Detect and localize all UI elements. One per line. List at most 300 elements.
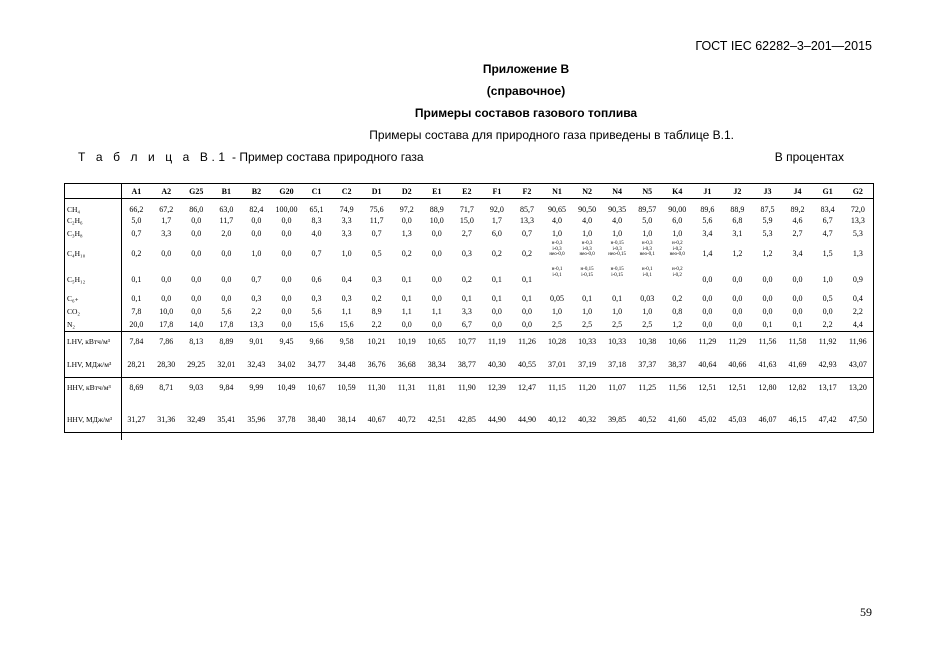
table-cell: 11,30 <box>362 377 392 398</box>
column-header: J2 <box>722 184 752 199</box>
isomer-breakdown-cell <box>632 266 662 292</box>
appendix-heading: Примеры составов газового топлива <box>414 106 638 120</box>
table-cell: 37,78 <box>277 414 296 424</box>
table-cell: 7,86 <box>151 331 181 352</box>
table-cell: 83,4 <box>820 205 835 214</box>
table-cell: 32,43 <box>247 359 266 369</box>
table-cell: 88,9 <box>730 205 745 214</box>
table-cell: 5,9 <box>762 216 773 225</box>
table-cell: 0,0 <box>732 294 743 303</box>
table-cell: 38,40 <box>307 414 326 424</box>
table-cell: 0,0 <box>161 274 172 284</box>
table-cell: 1,3 <box>852 248 863 258</box>
table-cell: 34,48 <box>337 359 356 369</box>
table-cell: 14,0 <box>189 319 204 329</box>
table-cell: 11,7 <box>219 216 234 225</box>
table-cell: 47,50 <box>848 414 867 424</box>
table-cell: 3,4 <box>792 248 803 258</box>
table-cell: 1,0 <box>612 229 623 238</box>
table-cell: 0,05 <box>550 294 565 303</box>
row-label: C₆₊ <box>65 292 121 305</box>
composition-table <box>65 184 873 440</box>
table-cell: 89,2 <box>790 205 805 214</box>
table-cell: 0,0 <box>191 248 202 258</box>
row-label: C₄H₁₀ <box>65 240 121 266</box>
table-cell: 4,6 <box>792 216 803 225</box>
table-cell: 4,0 <box>311 229 322 238</box>
table-cell: 0,1 <box>521 294 532 303</box>
table-cell: 32,49 <box>187 414 206 424</box>
column-header: J3 <box>752 184 782 199</box>
isomer-breakdown-cell <box>632 240 662 266</box>
table-cell: 12,39 <box>482 377 512 398</box>
table-row <box>65 305 873 318</box>
table-cell: 0,2 <box>672 294 683 303</box>
table-cell: 1,1 <box>401 307 412 316</box>
table-cell: 11,7 <box>369 216 384 225</box>
table-cell: 1,7 <box>161 216 172 225</box>
table-cell: 4,7 <box>822 229 833 238</box>
isomer-value: н-0,3 <box>581 241 593 246</box>
table-cell: 100,00 <box>275 205 298 214</box>
table-cell: 9,84 <box>211 377 241 398</box>
table-cell: 0,0 <box>191 274 202 284</box>
table-cell: 0,2 <box>131 248 142 258</box>
table-cell: 29,25 <box>187 359 206 369</box>
isomer-value: нео-0,0 <box>669 252 685 257</box>
isomer-value: i-0,2 <box>672 272 682 278</box>
table-cell: 12,51 <box>722 377 752 398</box>
table-cell: 1,4 <box>702 248 713 258</box>
table-row <box>65 240 873 266</box>
isomer-value: i-0,1 <box>642 272 652 278</box>
table-cell: 0,0 <box>702 274 713 284</box>
table-cell: 0,0 <box>281 319 292 329</box>
table-cell: 0,0 <box>191 216 202 225</box>
table-cell: 3,4 <box>702 229 713 238</box>
table-cell: 17,8 <box>159 319 174 329</box>
table-cell: 47,42 <box>818 414 837 424</box>
table-cell: 0,0 <box>431 229 442 238</box>
table-cell: 85,7 <box>519 205 534 214</box>
row-label: HHV, кВтч/м³ <box>65 377 121 398</box>
table-cell: 11,90 <box>452 377 482 398</box>
table-cell: 1,0 <box>552 229 563 238</box>
table-cell: 89,6 <box>700 205 715 214</box>
table-cell: 8,13 <box>181 331 211 352</box>
row-label: C₂H₆ <box>65 214 121 227</box>
table-cell: 10,67 <box>302 377 332 398</box>
table-cell: 40,72 <box>397 414 416 424</box>
row-label: N₂ <box>65 318 121 331</box>
table-cell: 35,96 <box>247 414 266 424</box>
isomer-value: н-0,3 <box>551 241 563 246</box>
table-cell: 1,0 <box>672 229 683 238</box>
table-cell: 0,0 <box>702 307 713 316</box>
row-label: LHV, МДж/м³ <box>65 352 121 377</box>
table-cell: 3,3 <box>461 307 472 316</box>
table-cell: 5,0 <box>642 216 653 225</box>
table-cell: 38,77 <box>457 359 476 369</box>
table-cell: 10,19 <box>392 331 422 352</box>
table-caption-text: - Пример состава природного газа <box>228 150 424 164</box>
table-row <box>65 292 873 305</box>
table-cell: 8,69 <box>121 377 151 398</box>
table-cell: 13,3 <box>850 216 865 225</box>
column-header: A1 <box>121 184 151 199</box>
table-cell: 10,21 <box>362 331 392 352</box>
isomer-breakdown-cell <box>572 240 602 266</box>
table-cell: 0,3 <box>341 294 352 303</box>
energy-row <box>65 377 873 398</box>
table-cell: 10,28 <box>542 331 572 352</box>
row-label: CO₂ <box>65 305 121 318</box>
isomer-value: н-0,15 <box>610 241 624 246</box>
table-cell: 4,0 <box>552 216 563 225</box>
table-cell: 0,0 <box>792 274 803 284</box>
table-cell: 11,56 <box>752 331 782 352</box>
table-cell: 0,4 <box>341 274 352 284</box>
table-cell: 2,0 <box>221 229 232 238</box>
column-header: N1 <box>542 184 572 199</box>
table-cell: 82,4 <box>249 205 264 214</box>
isomer-breakdown-cell <box>602 240 632 266</box>
table-cell: 15,6 <box>339 319 354 329</box>
table-cell: 31,27 <box>127 414 146 424</box>
table-cell: 0,0 <box>762 274 773 284</box>
energy-row <box>65 331 873 352</box>
isomer-breakdown-cell <box>572 266 602 292</box>
table-cell: 0,0 <box>431 274 442 284</box>
column-header: G2 <box>843 184 873 199</box>
table-cell: 6,0 <box>491 229 502 238</box>
table-cell: 4,0 <box>582 216 593 225</box>
table-cell: 0,0 <box>822 307 833 316</box>
table-cell: 3,3 <box>161 229 172 238</box>
table-cell: 0,0 <box>732 319 743 329</box>
table-cell: 0,0 <box>191 294 202 303</box>
table-cell: 8,89 <box>211 331 241 352</box>
table-cell: 0,5 <box>371 248 382 258</box>
column-header: J1 <box>692 184 722 199</box>
table-cell: 9,58 <box>332 331 362 352</box>
table-cell: 34,77 <box>307 359 326 369</box>
column-header: C1 <box>302 184 332 199</box>
table-cell: 1,0 <box>251 248 262 258</box>
table-cell: 10,65 <box>422 331 452 352</box>
table-cell: 0,3 <box>251 294 262 303</box>
table-cell: 67,2 <box>159 205 174 214</box>
table-cell: 0,7 <box>371 229 382 238</box>
column-header: G1 <box>813 184 843 199</box>
table-cell: 0,0 <box>281 294 292 303</box>
table-cell: 7,84 <box>121 331 151 352</box>
table-cell: 0,0 <box>762 294 773 303</box>
table-cell: 38,37 <box>668 359 687 369</box>
table-cell: 41,69 <box>788 359 807 369</box>
table-cell: 1,0 <box>552 307 563 316</box>
table-cell: 0,0 <box>521 307 532 316</box>
table-cell: 9,99 <box>241 377 271 398</box>
isomer-value: нео-0,15 <box>608 252 627 257</box>
table-cell: 10,0 <box>159 307 174 316</box>
table-cell: 0,0 <box>251 216 262 225</box>
table-cell: 0,2 <box>401 248 412 258</box>
table-cell: 0,7 <box>311 248 322 258</box>
isomer-value: i-0,15 <box>611 272 624 278</box>
table-cell: 4,4 <box>852 319 863 329</box>
row-label: HHV, МДж/м³ <box>65 398 121 440</box>
table-cell: 0,1 <box>401 294 412 303</box>
table-cell: 36,68 <box>397 359 416 369</box>
table-cell: 34,02 <box>277 359 296 369</box>
table-cell: 0,0 <box>732 274 743 284</box>
table-cell: 0,0 <box>431 248 442 258</box>
row-label: C₅H₁₂ <box>65 266 121 292</box>
table-cell: 0,1 <box>491 294 502 303</box>
table-cell: 0,0 <box>251 229 262 238</box>
table-cell: 0,0 <box>221 294 232 303</box>
table-cell: 1,7 <box>491 216 502 225</box>
table-cell: 97,2 <box>399 205 414 214</box>
table-cell: 9,01 <box>241 331 271 352</box>
column-header: J4 <box>783 184 813 199</box>
table-cell: 0,3 <box>311 294 322 303</box>
table-cell: 66,2 <box>129 205 144 214</box>
table-cell: 0,7 <box>131 229 142 238</box>
isomer-breakdown-cell <box>662 240 692 266</box>
table-row <box>65 318 873 331</box>
table-cell: 72,0 <box>850 205 865 214</box>
table-cell: 11,92 <box>813 331 843 352</box>
column-header: F1 <box>482 184 512 199</box>
table-cell: 40,55 <box>517 359 536 369</box>
isomer-value: i-0,15 <box>581 272 593 278</box>
column-header: A2 <box>151 184 181 199</box>
energy-row <box>65 398 873 440</box>
table-cell: 20,0 <box>129 319 144 329</box>
table-cell: 0,0 <box>702 294 713 303</box>
table-cell: 0,0 <box>431 319 442 329</box>
table-cell: 9,03 <box>181 377 211 398</box>
table-cell: 10,59 <box>332 377 362 398</box>
table-cell: 13,3 <box>519 216 534 225</box>
column-header: D1 <box>362 184 392 199</box>
table-cell: 13,17 <box>813 377 843 398</box>
isomer-value: нео-0,1 <box>639 252 655 257</box>
isomer-value: i-0,3 <box>642 246 652 252</box>
table-cell: 0,3 <box>371 274 382 284</box>
table-cell: 2,5 <box>642 319 653 329</box>
table-cell: 0,0 <box>491 307 502 316</box>
table-cell: 40,66 <box>728 359 747 369</box>
column-header: C2 <box>332 184 362 199</box>
table-cell: 11,15 <box>542 377 572 398</box>
column-header: N4 <box>602 184 632 199</box>
table-cell: 0,0 <box>521 319 532 329</box>
table-cell: 40,12 <box>548 414 567 424</box>
table-cell: 11,31 <box>392 377 422 398</box>
table-cell: 12,80 <box>752 377 782 398</box>
table-cell: 42,51 <box>427 414 446 424</box>
table-cell: 1,0 <box>582 229 593 238</box>
table-cell: 0,7 <box>521 229 532 238</box>
table-cell: 1,2 <box>672 319 683 329</box>
table-cell: 0,0 <box>191 307 202 316</box>
table-cell: 6,8 <box>732 216 743 225</box>
table-cell: 10,49 <box>271 377 301 398</box>
table-cell: 1,5 <box>822 248 833 258</box>
table-cell: 0,1 <box>792 319 803 329</box>
isomer-breakdown-cell <box>662 266 692 292</box>
table-cell: 13,20 <box>843 377 873 398</box>
table-cell: 46,07 <box>758 414 777 424</box>
appendix-subtitle: (справочное) <box>486 84 566 98</box>
table-cell: 42,85 <box>457 414 476 424</box>
table-cell: 11,81 <box>422 377 452 398</box>
table-cell: 7,8 <box>131 307 142 316</box>
table-cell: 11,58 <box>783 331 813 352</box>
table-caption <box>78 150 424 164</box>
table-cell: 8,9 <box>371 307 382 316</box>
table-cell: 41,63 <box>758 359 777 369</box>
table-cell: 0,1 <box>762 319 773 329</box>
table-cell: 28,21 <box>127 359 146 369</box>
table-cell: 37,18 <box>608 359 627 369</box>
table-cell: 0,0 <box>281 216 292 225</box>
table-cell: 0,0 <box>401 319 412 329</box>
table-cell: 1,0 <box>642 307 653 316</box>
column-header: G25 <box>181 184 211 199</box>
table-cell: 40,30 <box>487 359 506 369</box>
table-cell: 11,29 <box>692 331 722 352</box>
table-cell: 1,1 <box>341 307 352 316</box>
table-cell: 10,0 <box>429 216 444 225</box>
isomer-breakdown-cell <box>542 266 572 292</box>
table-cell: 42,93 <box>818 359 837 369</box>
table-cell: 40,67 <box>367 414 386 424</box>
table-cell: 0,9 <box>852 274 863 284</box>
table-cell: 5,0 <box>131 216 142 225</box>
isomer-value: i-0,1 <box>552 272 562 278</box>
table-cell: 89,57 <box>638 205 657 214</box>
table-cell: 75,6 <box>369 205 384 214</box>
table-cell: 65,1 <box>309 205 324 214</box>
table-cell: 0,0 <box>792 307 803 316</box>
isomer-value: i-0,2 <box>672 246 682 252</box>
table-cell: 46,15 <box>788 414 807 424</box>
table-cell: 1,0 <box>642 229 653 238</box>
appendix-title: Приложение В <box>482 62 570 76</box>
table-cell: 40,52 <box>638 414 657 424</box>
table-cell: 31,36 <box>157 414 176 424</box>
table-cell: 0,8 <box>672 307 683 316</box>
table-cell: 35,41 <box>217 414 236 424</box>
table-cell: 9,45 <box>271 331 301 352</box>
column-header: E2 <box>452 184 482 199</box>
isomer-value: i-0,3 <box>552 246 562 252</box>
table-cell: 0,1 <box>521 274 532 284</box>
isomer-value: н-0,2 <box>671 241 683 246</box>
table-cell: 37,19 <box>578 359 597 369</box>
column-header: D2 <box>392 184 422 199</box>
table-cell: 44,90 <box>517 414 536 424</box>
table-cell: 11,20 <box>572 377 602 398</box>
table-cell: 0,0 <box>762 307 773 316</box>
table-cell: 12,82 <box>783 377 813 398</box>
table-cell: 9,66 <box>302 331 332 352</box>
table-cell: 0,7 <box>251 274 262 284</box>
table-cell: 0,6 <box>311 274 322 284</box>
table-cell: 11,19 <box>482 331 512 352</box>
table-cell: 74,9 <box>339 205 354 214</box>
table-cell: 0,03 <box>640 294 655 303</box>
table-cell: 1,0 <box>612 307 623 316</box>
table-cell: 2,7 <box>792 229 803 238</box>
table-cell: 63,0 <box>219 205 234 214</box>
table-cell: 1,0 <box>822 274 833 284</box>
table-cell: 0,0 <box>161 294 172 303</box>
table-cell: 0,2 <box>491 248 502 258</box>
table-cell: 90,65 <box>548 205 567 214</box>
table-cell: 90,50 <box>578 205 597 214</box>
table-cell: 45,02 <box>698 414 717 424</box>
table-cell: 28,30 <box>157 359 176 369</box>
table-row <box>65 266 873 292</box>
table-cell: 12,47 <box>512 377 542 398</box>
column-header: F2 <box>512 184 542 199</box>
table-cell: 0,0 <box>161 248 172 258</box>
table-cell: 8,3 <box>311 216 322 225</box>
table-cell: 32,01 <box>217 359 236 369</box>
table-cell: 3,3 <box>341 229 352 238</box>
table-cell: 0,0 <box>191 229 202 238</box>
table-cell: 43,07 <box>848 359 867 369</box>
table-cell: 41,60 <box>668 414 687 424</box>
column-header: N5 <box>632 184 662 199</box>
table-cell: 2,5 <box>552 319 563 329</box>
row-label: LHV, кВтч/м³ <box>65 331 121 352</box>
table-row <box>65 227 873 240</box>
table-units: В процентах <box>774 150 844 164</box>
table-cell: 87,5 <box>760 205 775 214</box>
table-cell: 15,0 <box>459 216 474 225</box>
table-cell: 0,0 <box>431 294 442 303</box>
table-cell: 90,35 <box>608 205 627 214</box>
table-cell: 11,56 <box>662 377 692 398</box>
isomer-breakdown-cell <box>542 240 572 266</box>
row-label: C₃H₈ <box>65 227 121 240</box>
table-cell: 11,29 <box>722 331 752 352</box>
energy-row <box>65 352 873 377</box>
table-cell: 8,71 <box>151 377 181 398</box>
table-cell: 37,01 <box>548 359 567 369</box>
table-header-row <box>65 184 873 199</box>
table-cell: 40,64 <box>698 359 717 369</box>
row-label: CH₄ <box>65 199 121 215</box>
table-cell: 0,0 <box>702 319 713 329</box>
column-header: E1 <box>422 184 452 199</box>
table-cell: 2,5 <box>582 319 593 329</box>
table-cell: 1,1 <box>431 307 442 316</box>
table-cell: 0,1 <box>491 274 502 284</box>
column-header: G20 <box>271 184 301 199</box>
table-cell: 5,3 <box>762 229 773 238</box>
table-cell: 17,8 <box>219 319 234 329</box>
table-cell: 0,1 <box>612 294 623 303</box>
table-cell: 0,1 <box>401 274 412 284</box>
table-cell: 13,3 <box>249 319 264 329</box>
